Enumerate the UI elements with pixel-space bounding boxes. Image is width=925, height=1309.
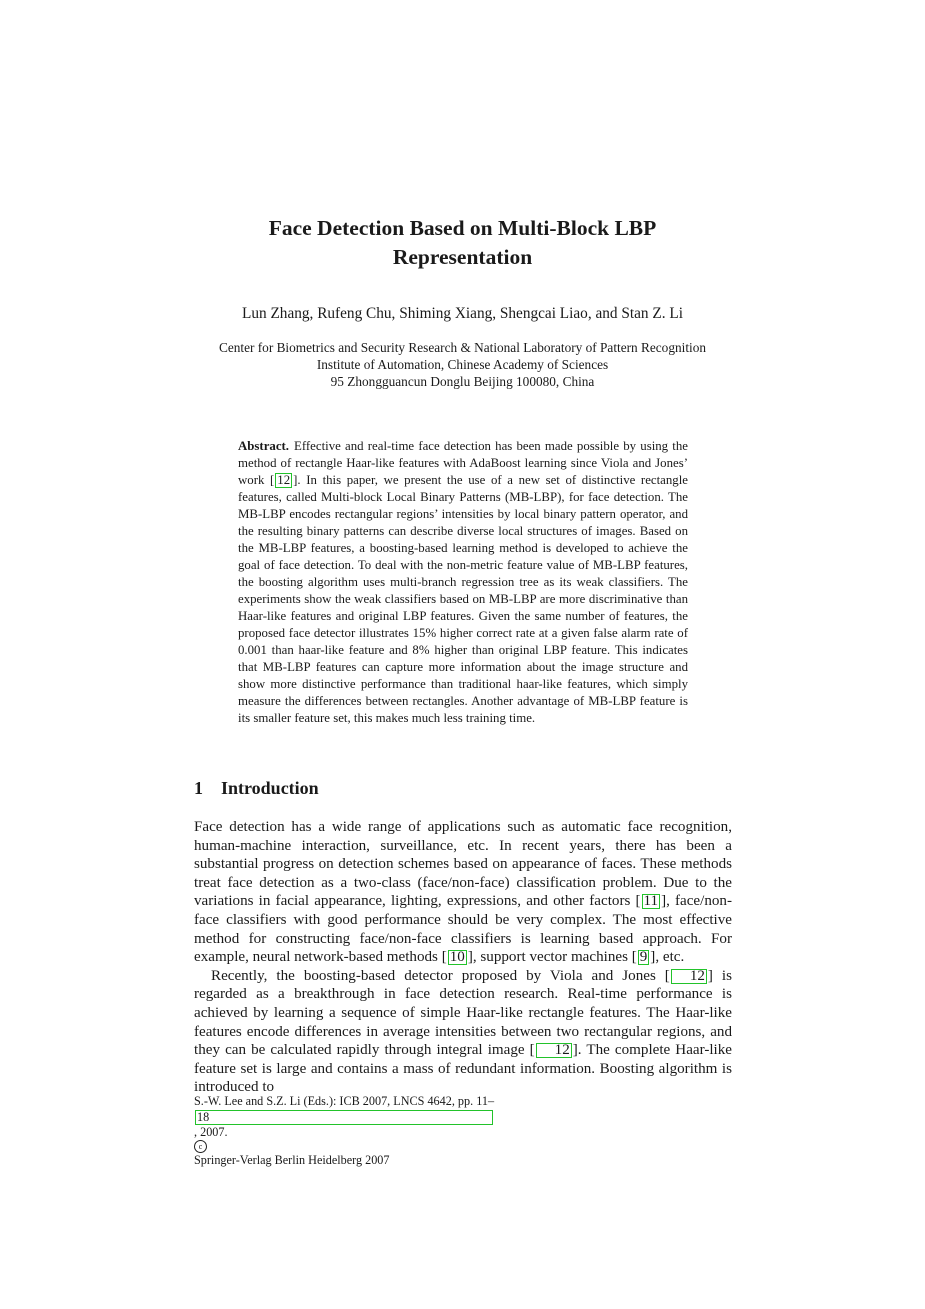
affiliation-line-1: Center for Biometrics and Security Research & National Laboratory of Pattern Recognition [218,340,707,355]
footnote [194,1094,494,1169]
footnote-text: , 2007. [194,1124,228,1139]
paragraph-text: ], etc. [650,949,685,966]
footnote-text: S.-W. Lee and S.Z. Li (Eds.): ICB 2007, LNCS 4642, pp. 11– [194,1094,495,1108]
footnote-line-1 [194,1094,494,1140]
paragraph-text: ]. The complete Haar-like feature set is large and contains a mass of redundant information. Boosting algorithm is introduced to [194,1042,732,1096]
paragraph [194,967,732,1097]
paragraph-text: Face detection has a wide range of applications such as automatic face recognition, human-machine interaction, surveillance, etc. In recent years, there has been a substantial progress on detection schemes based on appearance of faces. These methods treat face detection as a two-class (face/non-face) classification problem. Due to the variations in facial appearance, lighting, expressions, and other factors [ [194,819,732,910]
affiliation-line-3: 95 Zhongguancun Donglu Beijing 100080, China [330,374,595,389]
title-line-1: Face Detection Based on Multi-Block LBP [268,216,657,240]
author-list: Lun Zhang, Rufeng Chu, Shiming Xiang, Shengcai Liao, and Stan Z. Li [242,305,683,322]
paragraph [194,818,732,967]
abstract-text: Effective and real-time face detection has been made possible by using the method of rectangle Haar-like features with AdaBoost learning since Viola and Jones’ work [ [238,439,688,487]
copyright-icon: c [194,1140,207,1153]
section-number: 1 [194,778,203,798]
abstract-text: ]. In this paper, we present the use of a new set of distinctive rectangle features, called Multi-block Local Binary Patterns (MB-LBP), for face detection. The MB-LBP encodes rectangular regions’ intensities by local binary pattern operator, and the resulting binary patterns can describe diverse local structures of images. Based on the MB-LBP features, a boosting-based learning method is developed to achieve the goal of face detection. To deal with the non-metric feature value of MB-LBP features, the boosting algorithm uses multi-branch regression tree as its weak classifiers. The experiments show the weak classifiers based on MB-LBP are more discriminative than Haar-like features and original LBP features. Given the same number of features, the proposed face detector illustrates 15% higher correct rate at a given false alarm rate of 0.001 than haar-like feature and 8% higher than original LBP feature. This indicates that MB-LBP features can capture more information about the image structure and show more distinctive performance than traditional haar-like features, which simply measure the differences between rectangles. Another advantage of MB-LBP feature is its smaller feature set, this makes much less training time. [238,473,688,725]
citation-link[interactable]: 12 [277,473,291,487]
affiliation-line-2: Institute of Automation, Chinese Academy of Sciences [316,357,609,372]
title-line-2: Representation [392,245,533,269]
citation-link[interactable]: 11 [643,893,659,910]
section-heading [194,777,319,799]
citation-link[interactable]: 12 [671,969,707,984]
affiliation [0,339,925,390]
citation-link[interactable]: 9 [639,949,648,966]
abstract-label: Abstract. [238,439,290,453]
paragraph-text: ] is regarded as a breakthrough in face detection research. Real-time performance is achieved by learning a sequence of simple Haar-like rectangle features. The Haar-like features encode differences in average intensities between two rectangular regions, and they can be calculated rapidly through integral image [ [194,967,732,1059]
citation-link[interactable]: 10 [449,949,465,966]
abstract [238,438,688,727]
citation-link[interactable]: 18 [195,1110,493,1125]
footnote-line-2 [194,1140,494,1169]
copyright-text: Springer-Verlag Berlin Heidelberg 2007 [194,1153,390,1167]
paragraph-text: ], support vector machines [ [467,949,637,966]
citation-link[interactable]: 12 [536,1043,572,1058]
paragraph-text: ], face/non-face classifiers with good performance should be very complex. The most effective method for constructing face/non-face classifiers is learning based approach. For example, neural network-based methods [ [194,893,732,966]
section-title: Introduction [221,778,319,798]
paragraph-text: Recently, the boosting-based detector proposed by Viola and Jones [ [211,967,670,984]
paper-title [0,214,925,272]
introduction-body [194,818,732,1097]
